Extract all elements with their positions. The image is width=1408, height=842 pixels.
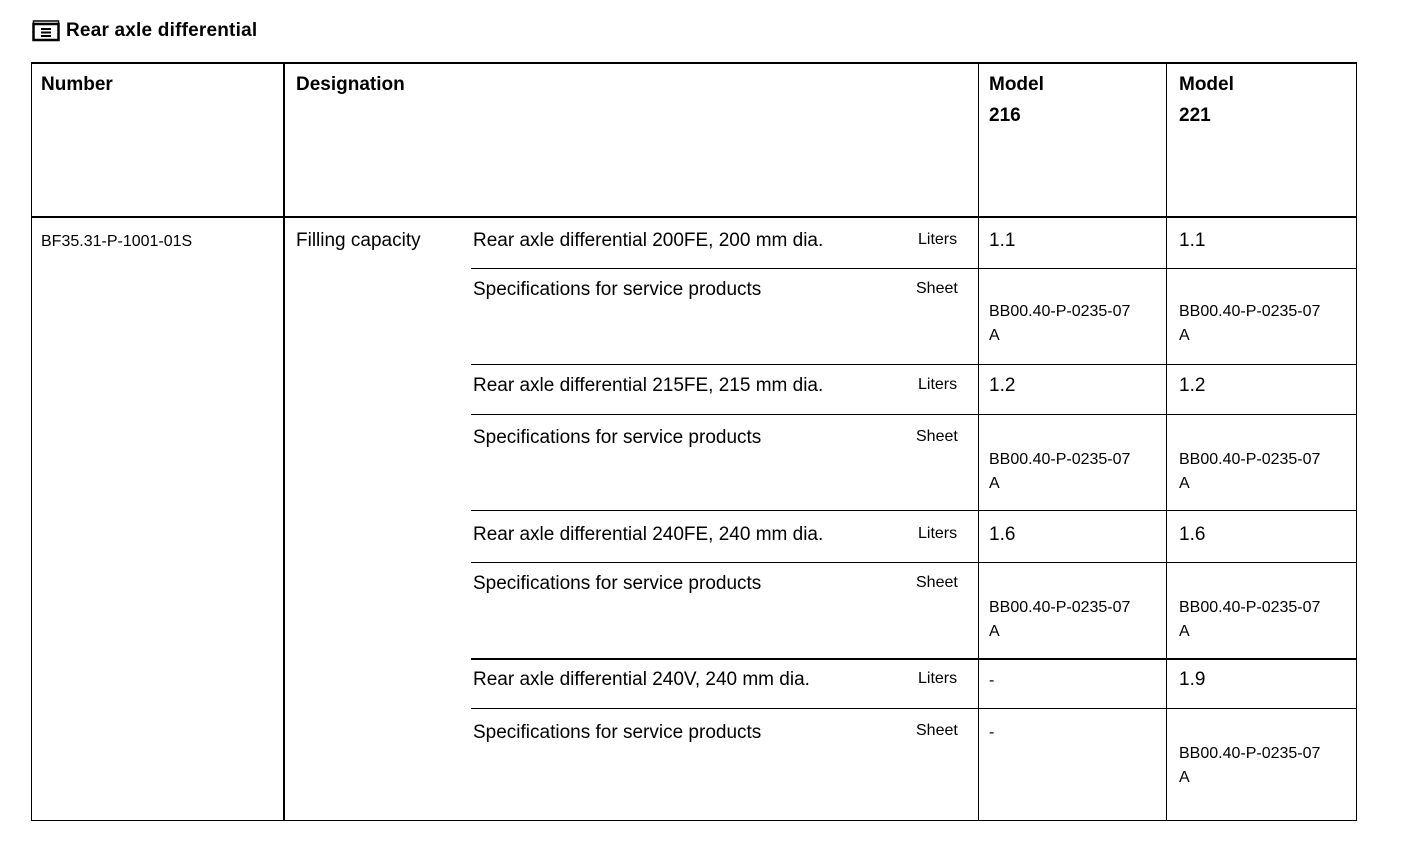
title-text: Rear axle differential — [66, 20, 258, 41]
row-value-221: 1.6 — [1179, 524, 1206, 545]
row-description: Rear axle differential 240FE, 240 mm dia. — [473, 524, 824, 545]
row-unit: Liters — [918, 376, 958, 393]
row-value-221: BB00.40-P-0235-07 A — [1179, 745, 1321, 786]
row-unit: Sheet — [916, 428, 958, 445]
row-value-216: BB00.40-P-0235-07 A — [989, 599, 1131, 640]
row-value-221: 1.2 — [1179, 375, 1206, 396]
row-value-221: BB00.40-P-0235-07 A — [1179, 599, 1321, 640]
header-model-221: 221 — [1179, 105, 1211, 126]
row-description: Specifications for service products — [473, 427, 762, 448]
row-value-216: 1.1 — [989, 230, 1016, 251]
row-description: Rear axle differential 200FE, 200 mm dia. — [473, 230, 824, 251]
row-value-216: BB00.40-P-0235-07 A — [989, 303, 1131, 344]
row-unit: Liters — [918, 525, 958, 542]
row-unit: Sheet — [916, 574, 958, 591]
row-description: Rear axle differential 215FE, 215 mm dia. — [473, 375, 824, 396]
row-unit: Sheet — [916, 280, 958, 297]
row-unit: Liters — [918, 670, 958, 687]
row-value-221: 1.9 — [1179, 669, 1206, 690]
row-value-216: 1.2 — [989, 375, 1016, 396]
row-value-216: - — [989, 672, 995, 689]
row-value-216: BB00.40-P-0235-07 A — [989, 451, 1131, 492]
row-value-216: 1.6 — [989, 524, 1016, 545]
document-list-icon — [32, 20, 60, 42]
capacity-table — [31, 62, 1357, 821]
header-number: Number — [41, 74, 113, 95]
header-model-216-label: Model — [989, 74, 1044, 95]
row-description: Specifications for service products — [473, 573, 762, 594]
row-value-221: BB00.40-P-0235-07 A — [1179, 303, 1321, 344]
row-value-221: 1.1 — [1179, 230, 1206, 251]
row-unit: Liters — [918, 231, 958, 248]
part-number: BF35.31-P-1001-01S — [41, 233, 193, 250]
group-label: Filling capacity — [296, 230, 421, 251]
row-value-216: - — [989, 724, 995, 741]
row-unit: Sheet — [916, 722, 958, 739]
row-description: Specifications for service products — [473, 279, 762, 300]
page-title — [32, 18, 257, 44]
header-designation: Designation — [296, 74, 405, 95]
row-description: Specifications for service products — [473, 722, 762, 743]
header-model-221-label: Model — [1179, 74, 1234, 95]
row-value-221: BB00.40-P-0235-07 A — [1179, 451, 1321, 492]
header-model-216: 216 — [989, 105, 1021, 126]
row-description: Rear axle differential 240V, 240 mm dia. — [473, 669, 810, 690]
